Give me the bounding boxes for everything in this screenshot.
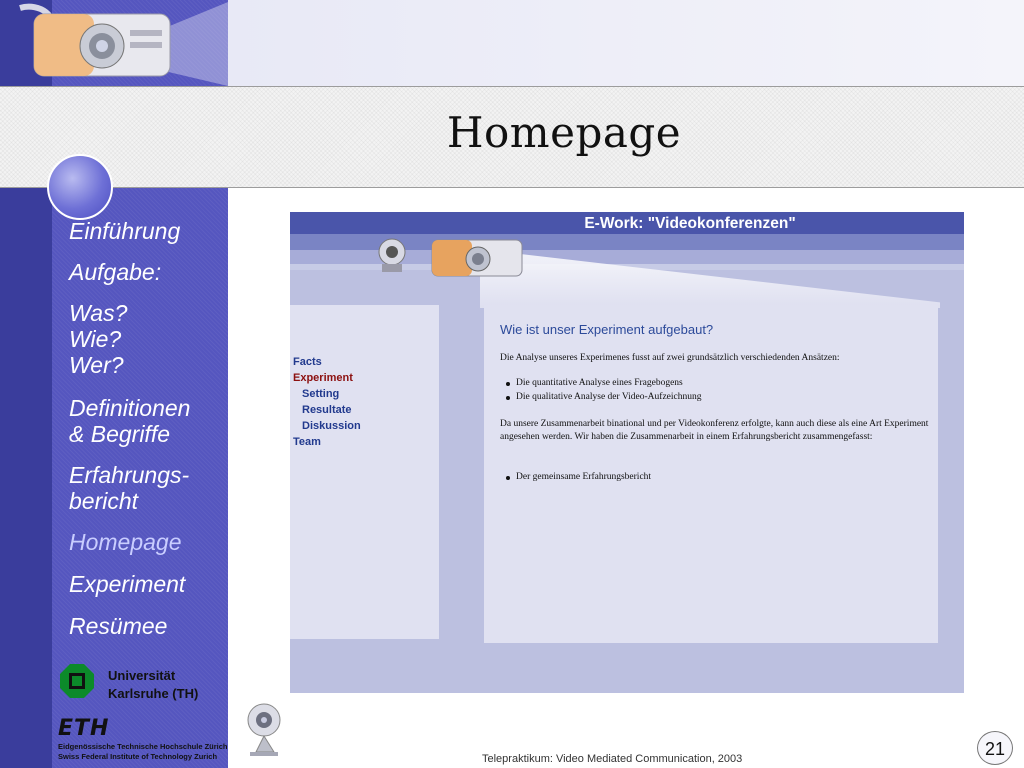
website-bullet: Die quantitative Analyse eines Fragebogens (516, 378, 683, 388)
nav-item-aufgabe[interactable]: Aufgabe: (69, 259, 162, 285)
website-bullet-link[interactable]: Der gemeinsame Erfahrungsbericht (516, 472, 652, 482)
bullet-dot (506, 476, 510, 480)
eth-line-2: Swiss Federal Institute of Technology Zurich (58, 752, 218, 761)
nav-item-was[interactable]: Was? (69, 300, 128, 326)
website-intro: Die Analyse unseres Experimenes fusst auf zwei grundsätzlich verschiedenden Ansätzen: (500, 353, 840, 363)
nav-item-wer[interactable]: Wer? (69, 352, 124, 378)
projector-icon (370, 232, 540, 282)
top-band (228, 0, 1024, 86)
nav-item-homepage[interactable]: Homepage (69, 529, 182, 555)
website-paragraph: Da unsere Zusammenarbeit binational und per Videokonferenz erfolgte, kann auch diese als eine Art Experiment angesehen werden. Wir haben die Zusammenarbeit in einem Erfahrungsbericht zusammengefasst: (500, 419, 929, 442)
website-link-experiment[interactable]: Experiment (293, 372, 353, 384)
nav-item-wie[interactable]: Wie? (69, 326, 122, 352)
eth-logo: ETH (58, 716, 110, 741)
nav-item-erfahrungs[interactable]: Erfahrungs- (69, 462, 190, 488)
bullet-dot (506, 382, 510, 386)
webcam-icon (238, 698, 288, 758)
nav-item-resuemee[interactable]: Resümee (69, 613, 168, 639)
page-number-badge: 21 (977, 731, 1013, 765)
university-logo (60, 664, 94, 698)
nav-item-bericht[interactable]: bericht (69, 488, 139, 514)
nav-item-begriffe[interactable]: & Begriffe (69, 421, 170, 447)
footer-text: Telepraktikum: Video Mediated Communication, 2003 (482, 753, 743, 765)
projector-icon (0, 0, 228, 90)
nav-item-experiment[interactable]: Experiment (69, 571, 186, 597)
website-heading: Wie ist unser Experiment aufgebaut? (500, 322, 714, 337)
bullet-dot (506, 396, 510, 400)
website-bullet: Die qualitative Analyse der Video-Aufzeichnung (516, 392, 702, 402)
website-link-resultate[interactable]: Resultate (302, 404, 352, 416)
embedded-website-screenshot (290, 212, 964, 693)
website-link-setting[interactable]: Setting (302, 388, 340, 400)
university-line-2: Karlsruhe (TH) (108, 686, 199, 701)
eth-subtitle (58, 742, 228, 762)
website-link-facts[interactable]: Facts (293, 356, 322, 368)
nav-item-definitionen[interactable]: Definitionen (69, 395, 191, 421)
website-link-team[interactable]: Team (293, 436, 321, 448)
nav-item-einfuehrung[interactable]: Einführung (69, 218, 181, 244)
website-title: E-Work: "Videokonferenzen" (584, 215, 796, 232)
university-name (108, 667, 198, 703)
page-title: Homepage (446, 108, 682, 157)
website-link-diskussion[interactable]: Diskussion (302, 420, 361, 432)
university-line-1: Universität (108, 668, 176, 683)
eth-line-1: Eidgenössische Technische Hochschule Zürich (58, 742, 228, 751)
decorative-circle (47, 154, 113, 220)
